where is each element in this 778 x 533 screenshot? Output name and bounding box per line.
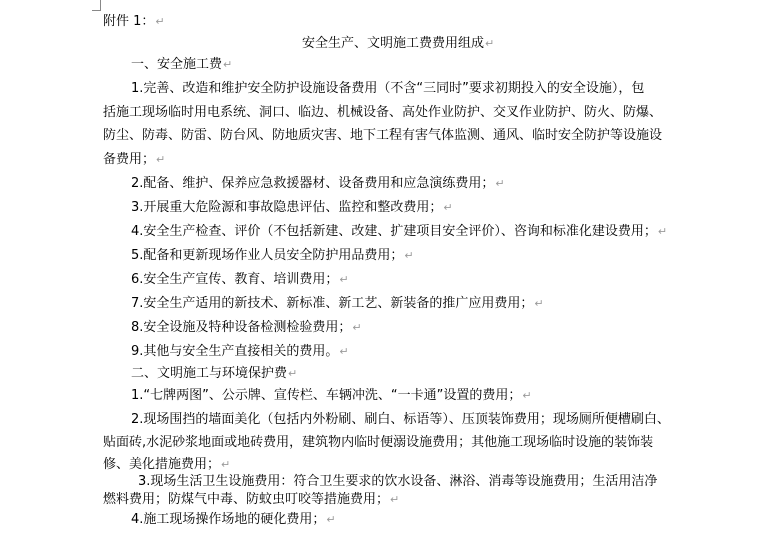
paragraph-mark-icon: ↵: [404, 249, 414, 262]
s2-item2-line3: [103, 457, 230, 473]
s2-item4: [131, 512, 336, 528]
s1-item1-text: 备费用；: [103, 152, 156, 167]
s1-item5-text: 5.配备和更新现场作业人员安全防护用品费用；: [131, 248, 404, 263]
s1-item8-text: 8.安全设施及特种设备检测检验费用；: [131, 320, 352, 335]
s1-item6: [131, 272, 349, 288]
paragraph-mark-icon: ↵: [221, 458, 231, 471]
s2-item1-text: 1.“七牌两图”、公示牌、宣传栏、车辆冲洗、“一卡通”设置的费用；: [131, 388, 522, 403]
s2-item2-line1: [131, 412, 670, 428]
s1-item1-line4: [103, 152, 165, 168]
paragraph-mark-icon: ↵: [485, 37, 495, 50]
paragraph-mark-icon: ↵: [288, 367, 298, 380]
section1-heading-line: [131, 57, 232, 73]
s1-item8: [131, 320, 362, 336]
s2-item3-text: 燃料费用；防煤气中毒、防蚊虫叮咬等措施费用；: [103, 492, 390, 507]
s1-item1-text: 括施工现场临时用电系统、洞口、临边、机械设备、高处作业防护、交叉作业防护、防火、防爆、: [103, 105, 663, 120]
s2-item3-line1: [138, 474, 657, 490]
paragraph-mark-icon: ↵: [156, 153, 166, 166]
paragraph-mark-icon: ↵: [534, 297, 544, 310]
s2-item3-line2: [103, 492, 399, 508]
s2-item2-text: 2.现场围挡的墙面美化（包括内外粉刷、刷白、标语等）、压顶装饰费用；现场厕所便槽刷白、: [131, 412, 670, 427]
paragraph-mark-icon: ↵: [155, 15, 165, 28]
paragraph-mark-icon: ↵: [390, 493, 400, 506]
s1-item6-text: 6.安全生产宣传、教育、培训费用；: [131, 272, 339, 287]
section1-heading: 一、安全施工费: [131, 57, 223, 72]
s1-item5: [131, 248, 414, 264]
s1-item7: [131, 296, 544, 312]
section2-heading: 二、文明施工与环境保护费: [131, 366, 288, 381]
s2-item2-line2: [103, 435, 653, 451]
paragraph-mark-icon: ↵: [443, 201, 453, 214]
s1-item1-line2: [103, 105, 662, 121]
paragraph-mark-icon: ↵: [339, 273, 349, 286]
s2-item2-text: 修、美化措施费用；: [103, 457, 221, 472]
paragraph-mark-icon: ↵: [352, 321, 362, 334]
attachment-label-line: [103, 14, 165, 30]
s1-item9-text: 9.其他与安全生产直接相关的费用。: [131, 344, 339, 359]
s1-item2-text: 2.配备、维护、保养应急救援器材、设备费用和应急演练费用；: [131, 176, 495, 191]
paragraph-mark-icon: ↵: [657, 225, 668, 238]
s2-item3-text: 3.现场生活卫生设施费用：符合卫生要求的饮水设备、淋浴、消毒等设施费用；生活用洁净: [138, 474, 658, 489]
document-title: 安全生产、文明施工费费用组成: [302, 36, 485, 51]
s2-item4-text: 4.施工现场操作场地的硬化费用；: [131, 512, 326, 527]
attachment-label: 附件 1：: [103, 14, 155, 29]
section2-heading-line: [131, 366, 297, 382]
s1-item9: [131, 344, 349, 360]
s1-item1-line3: [103, 128, 662, 144]
s1-item4: [131, 224, 667, 240]
s1-item1-text: 1.完善、改造和维护安全防护设施设备费用（不含“三同时”要求初期投入的安全设施），包: [131, 81, 645, 96]
paragraph-mark-icon: ↵: [522, 389, 532, 402]
paragraph-mark-icon: ↵: [223, 58, 233, 71]
s1-item3-text: 3.开展重大危险源和事故隐患评估、监控和整改费用；: [131, 200, 443, 215]
s1-item4-text: 4.安全生产检查、评价（不包括新建、改建、扩建项目安全评价）、咨询和标准化建设费用；: [131, 224, 657, 239]
s1-item2: [131, 176, 505, 192]
paragraph-mark-icon: ↵: [339, 345, 349, 358]
page-corner-mark: [92, 0, 101, 11]
paragraph-mark-icon: ↵: [326, 513, 336, 526]
s1-item1-line1: [131, 81, 644, 97]
s1-item3: [131, 200, 453, 216]
s1-item7-text: 7.安全生产适用的新技术、新标准、新工艺、新装备的推广应用费用；: [131, 296, 534, 311]
s2-item1: [131, 388, 532, 404]
s1-item1-text: 防尘、防毒、防雷、防台风、防地质灾害、地下工程有害气体监测、通风、临时安全防护等设施设: [103, 128, 663, 143]
paragraph-mark-icon: ↵: [495, 177, 505, 190]
s2-item2-text: 贴面砖,水泥砂浆地面或地砖费用，建筑物内临时便溺设施费用；其他施工现场临时设施的装饰装: [103, 435, 654, 450]
document-title-line: [302, 36, 494, 52]
